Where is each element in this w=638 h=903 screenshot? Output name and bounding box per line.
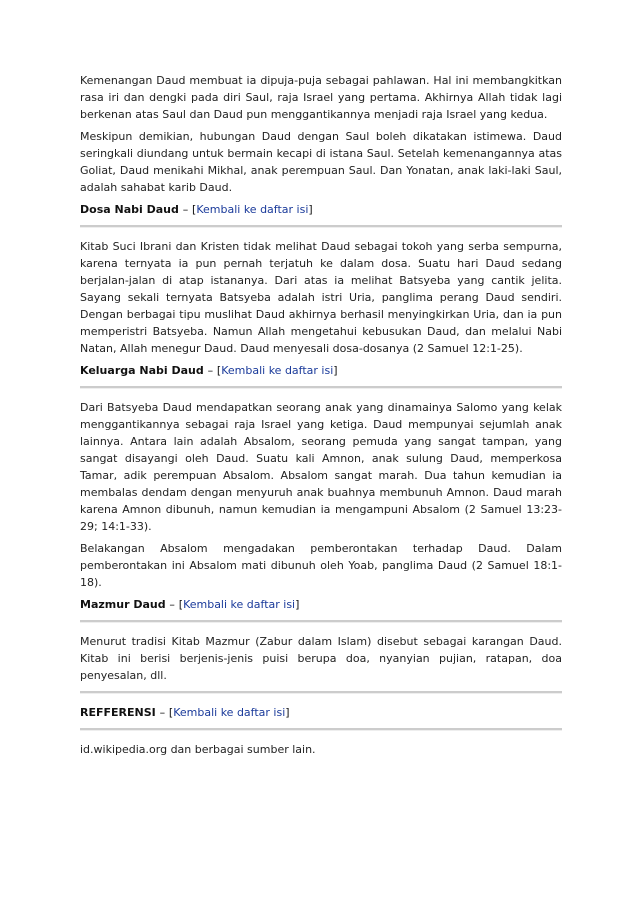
section-divider — [80, 620, 562, 623]
section-heading-keluarga — [80, 362, 562, 379]
section-title: REFFERENSI — [80, 706, 156, 719]
heading-dash: – — [182, 203, 189, 216]
back-to-toc-link[interactable]: Kembali ke daftar isi — [196, 203, 309, 216]
heading-dash: – — [159, 706, 166, 719]
section-title: Dosa Nabi Daud — [80, 203, 179, 216]
section-paragraph: Dari Batsyeba Daud mendapatkan seorang anak yang dinamainya Salomo yang kelak menggantikannya sebagai raja Israel yang ketiga. Daud mempunyai sejumlah anak lainnya. Antara lain adalah Absalom, seorang pemuda yang sangat tampan, yang sangat disayangi oleh Daud. Suatu kali Amnon, anak sulung Daud, memperkosa Tamar, adik perempuan Absalom. Absalom sangat marah. Dua tahun kemudian ia membalas dendam dengan menyuruh anak buahnya membunuh Amnon. Daud marah karena Amnon dibunuh, namun kemudian ia mengampuni Absalom (2 Samuel 13:23-29; 14:1-33). — [80, 401, 562, 533]
heading-dash: – — [207, 364, 214, 377]
bracket-open: [ — [216, 364, 222, 377]
heading-dash: – — [169, 598, 175, 611]
section-heading-dosa — [80, 201, 562, 218]
bracket-close: ] — [295, 598, 300, 611]
back-to-toc-link[interactable]: Kembali ke daftar isi — [183, 598, 296, 611]
bracket-close: ] — [308, 203, 313, 216]
section-title: Keluarga Nabi Daud — [80, 364, 204, 377]
section-paragraph: Kitab Suci Ibrani dan Kristen tidak melihat Daud sebagai tokoh yang serba sempurna, karena ternyata ia pun pernah terjatuh ke dalam dosa. Suatu hari Daud sedang berjalan-jalan di atap istananya. Dari atas ia melihat Batsyeba yang cantik jelita. Sayang sekali ternyata Batsyeba adalah istri Uria, panglima perang Daud sendiri. Dengan berbagai tipu muslihat Daud akhirnya berhasil menyingkirkan Uria, dan ia pun memperistri Batsyeba. Namun Allah mengetahui kebusukan Daud, dan melalui Nabi Natan, Allah menegur Daud. Daud menyesali dosa-dosanya (2 Samuel 12:1-25). — [80, 240, 562, 355]
intro-paragraph-2: Meskipun demikian, hubungan Daud dengan Saul boleh dikatakan istimewa. Daud seringkali diundang untuk bermain kecapi di istana Saul. Setelah kemenangannya atas Goliat, Daud menikahi Mikhal, anak perempuan Saul. Dan Yonatan, anak laki-laki Saul, adalah sahabat karib Daud. — [80, 130, 562, 194]
back-to-toc-link[interactable]: Kembali ke daftar isi — [221, 364, 334, 377]
bracket-close: ] — [285, 706, 290, 719]
bracket-open: [ — [168, 706, 174, 719]
reference-paragraph: id.wikipedia.org dan berbagai sumber lain. — [80, 743, 316, 756]
intro-paragraph-1: Kemenangan Daud membuat ia dipuja-puja sebagai pahlawan. Hal ini membangkitkan rasa iri dan dengki pada diri Saul, raja Israel yang pertama. Akhirnya Allah tidak lagi berkenan atas Saul dan Daud pun menggantikannya menjadi raja Israel yang kedua. — [80, 74, 562, 121]
section-heading-referensi — [80, 704, 562, 721]
section-divider — [80, 728, 562, 731]
section-divider — [80, 691, 562, 694]
section-paragraph: Menurut tradisi Kitab Mazmur (Zabur dalam Islam) disebut sebagai karangan Daud. Kitab ini berisi berjenis-jenis puisi berupa doa, nyanyian pujian, ratapan, doa penyesalan, dll. — [80, 635, 562, 682]
section-heading-mazmur — [80, 596, 562, 613]
bracket-open: [ — [192, 203, 197, 216]
bracket-close: ] — [333, 364, 338, 377]
section-title: Mazmur Daud — [80, 598, 166, 611]
back-to-toc-link[interactable]: Kembali ke daftar isi — [173, 706, 286, 719]
document-page — [80, 72, 562, 763]
section-divider — [80, 386, 562, 389]
section-divider — [80, 225, 562, 228]
bracket-open: [ — [178, 598, 184, 611]
section-paragraph: Belakangan Absalom mengadakan pemberontakan terhadap Daud. Dalam pemberontakan ini Absalom mati dibunuh oleh Yoab, panglima Daud (2 Samuel 18:1-18). — [80, 542, 562, 589]
